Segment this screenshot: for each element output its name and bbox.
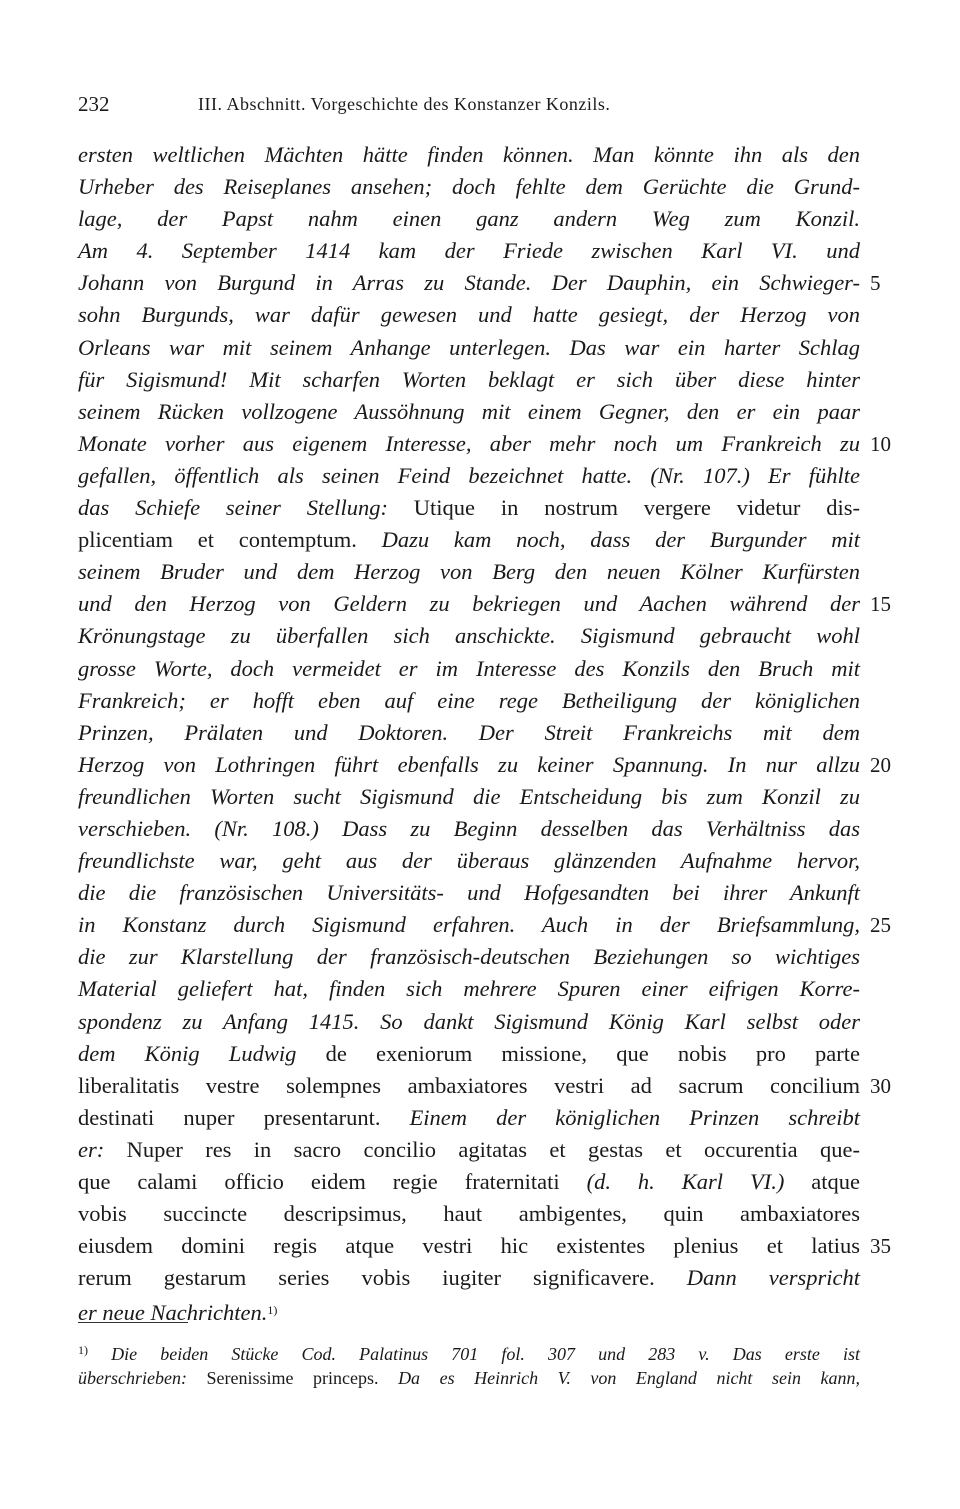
text-run: Monate vorher aus eigenem Interesse, aber mehr noch um Frankreich zu bbox=[78, 430, 860, 456]
text-run: die die französischen Universitäts- und Hofgesandten bei ihrer Ankunft bbox=[78, 880, 860, 906]
text-run: Dann verspricht bbox=[686, 1265, 860, 1291]
body-line bbox=[78, 1262, 860, 1294]
body-line bbox=[78, 1134, 860, 1166]
body-line bbox=[78, 813, 860, 845]
text-run: grosse Worte, doch vermeidet er im Interesse des Konzils den Bruch mit bbox=[78, 655, 860, 681]
text-run: die zur Klarstellung der französisch-deutschen Beziehungen so wichtiges bbox=[78, 944, 860, 970]
text-run: Da es Heinrich V. von England nicht sein kann, bbox=[398, 1368, 860, 1388]
body-line bbox=[78, 139, 860, 171]
text-run: Urheber des Reiseplanes ansehen; doch fehlte dem Gerüchte die Grund- bbox=[78, 174, 860, 200]
line-number: 35 bbox=[870, 1234, 891, 1259]
body-line bbox=[78, 588, 891, 620]
text-run: Krönungstage zu überfallen sich anschickte. Sigismund gebraucht wohl bbox=[78, 623, 860, 649]
body-line bbox=[78, 524, 860, 556]
text-run: liberalitatis vestre solempnes ambaxiatores vestri ad sacrum concilium bbox=[78, 1072, 860, 1098]
body-line bbox=[78, 620, 860, 652]
text-run: Johann von Burgund in Arras zu Stande. Der Dauphin, ein Schwieger- bbox=[78, 270, 860, 296]
text-run: Herzog von Lothringen führt ebenfalls zu keiner Spannung. In nur allzu bbox=[78, 751, 860, 777]
text-run: das Schiefe seiner Stellung: bbox=[78, 495, 414, 521]
footnote-line bbox=[78, 1336, 860, 1364]
footnote-line bbox=[78, 1364, 860, 1392]
line-number: 20 bbox=[870, 752, 891, 777]
footnote-rule bbox=[78, 1322, 188, 1323]
body-line bbox=[78, 1102, 860, 1134]
text-run: Material geliefert hat, finden sich mehrere Spuren einer eifrigen Korre- bbox=[78, 976, 860, 1002]
page-header bbox=[78, 92, 858, 120]
body-line bbox=[78, 653, 860, 685]
text-run: verschieben. (Nr. 108.) Dass zu Beginn desselben das Verhältniss das bbox=[78, 815, 860, 841]
text-run: in Konstanz durch Sigismund erfahren. Auch in der Briefsammlung, bbox=[78, 912, 860, 938]
text-run: destinati nuper presentarunt. bbox=[78, 1104, 410, 1130]
body-line bbox=[78, 235, 860, 267]
text-run: vobis succincte descripsimus, haut ambigentes, quin ambaxiatores bbox=[78, 1201, 860, 1227]
page-number: 232 bbox=[78, 92, 110, 116]
body-line bbox=[78, 267, 881, 299]
text-run: rerum gestarum series vobis iugiter significavere. bbox=[78, 1265, 687, 1291]
footnote-marker: 1) bbox=[78, 1343, 88, 1357]
text-run: de exeniorum missione, que nobis pro parte bbox=[325, 1040, 860, 1066]
text-run: Die beiden Stücke Cod. Palatinus 701 fol. 307 und 283 v. Das erste ist bbox=[88, 1344, 860, 1364]
text-run: Serenissime princeps. bbox=[206, 1368, 399, 1388]
line-number: 15 bbox=[870, 592, 891, 617]
text-run: für Sigismund! Mit scharfen Worten beklagt er sich über diese hinter bbox=[78, 366, 860, 392]
text-run: freundlichen Worten sucht Sigismund die Entscheidung bis zum Konzil zu bbox=[78, 783, 860, 809]
body-line bbox=[78, 717, 860, 749]
text-run: eiusdem domini regis atque vestri hic existentes plenius et latius bbox=[78, 1233, 860, 1259]
body-line bbox=[78, 556, 860, 588]
body-line bbox=[78, 1166, 860, 1198]
text-run: freundlichste war, geht aus der überaus glänzenden Aufnahme hervor, bbox=[78, 848, 860, 874]
text-run: seinem Rücken vollzogene Aussöhnung mit einem Gegner, den er ein paar bbox=[78, 398, 860, 424]
text-run: sohn Burgunds, war dafür gewesen und hatte gesiegt, der Herzog von bbox=[78, 302, 860, 328]
body-line bbox=[78, 1230, 891, 1262]
text-run: Prinzen, Prälaten und Doktoren. Der Streit Frankreichs mit dem bbox=[78, 719, 860, 745]
text-run: und den Herzog von Geldern zu bekriegen und Aachen während der bbox=[78, 591, 860, 617]
text-run: lage, der Papst nahm einen ganz andern Weg zum Konzil. bbox=[78, 206, 860, 232]
text-run: atque bbox=[784, 1169, 861, 1194]
main-text bbox=[78, 139, 891, 1326]
body-line bbox=[78, 1006, 860, 1038]
text-run: Dazu kam noch, dass der Burgunder mit bbox=[381, 527, 861, 553]
body-line bbox=[78, 332, 860, 364]
text-run: er neue Nachrichten. bbox=[78, 1300, 268, 1326]
body-line bbox=[78, 364, 860, 396]
body-line bbox=[78, 203, 860, 235]
text-run: dem König Ludwig bbox=[78, 1040, 326, 1066]
line-number: 5 bbox=[870, 271, 881, 296]
body-line bbox=[78, 685, 860, 717]
line-number: 25 bbox=[870, 913, 891, 938]
text-run: Orleans war mit seinem Anhange unterlegen. Das war ein harter Schlag bbox=[78, 334, 860, 360]
text-run: plicentiam et contemptum. bbox=[78, 527, 382, 553]
body-line bbox=[78, 460, 860, 492]
body-line bbox=[78, 749, 891, 781]
body-line bbox=[78, 781, 860, 813]
body-line bbox=[78, 941, 860, 973]
text-run: que calami officio eidem regie fraternitati bbox=[78, 1169, 587, 1194]
body-line bbox=[78, 299, 860, 331]
body-line bbox=[78, 171, 860, 203]
body-line bbox=[78, 1070, 891, 1102]
body-line bbox=[78, 1038, 860, 1070]
text-run: Am 4. September 1414 kam der Friede zwischen Karl VI. und bbox=[78, 238, 860, 264]
body-line bbox=[78, 877, 860, 909]
text-run: Frankreich; er hofft eben auf eine rege Betheiligung der königlichen bbox=[78, 687, 860, 713]
body-line bbox=[78, 1294, 860, 1326]
text-run: Utique in nostrum vergere videtur dis- bbox=[413, 495, 860, 521]
body-line bbox=[78, 396, 860, 428]
body-line bbox=[78, 1198, 860, 1230]
body-line bbox=[78, 428, 891, 460]
text-run: ersten weltlichen Mächten hätte finden können. Man könnte ihn als den bbox=[78, 142, 860, 167]
running-head: III. Abschnitt. Vorgeschichte des Konstanzer Konzils. bbox=[198, 94, 611, 114]
text-run: spondenz zu Anfang 1415. So dankt Sigismund König Karl selbst oder bbox=[78, 1008, 860, 1034]
text-run: seinem Bruder und dem Herzog von Berg den neuen Kölner Kurfürsten bbox=[78, 559, 860, 585]
body-line bbox=[78, 492, 860, 524]
text-run: überschrieben: bbox=[78, 1368, 207, 1388]
line-number: 30 bbox=[870, 1073, 891, 1098]
body-line bbox=[78, 909, 891, 941]
footnote-marker: 1) bbox=[267, 1303, 278, 1318]
text-run: Nuper res in sacro concilio agitatas et gestas et occurentia que- bbox=[126, 1136, 860, 1162]
body-line bbox=[78, 973, 860, 1005]
text-run: (d. h. Karl VI.) bbox=[586, 1169, 785, 1194]
text-run: er: bbox=[78, 1136, 127, 1162]
body-line bbox=[78, 845, 860, 877]
footnotes bbox=[78, 1336, 860, 1392]
line-number: 10 bbox=[870, 431, 891, 456]
text-run: Einem der königlichen Prinzen schreibt bbox=[409, 1104, 860, 1130]
text-run: gefallen, öffentlich als seinen Feind bezeichnet hatte. (Nr. 107.) Er fühlte bbox=[78, 462, 860, 488]
